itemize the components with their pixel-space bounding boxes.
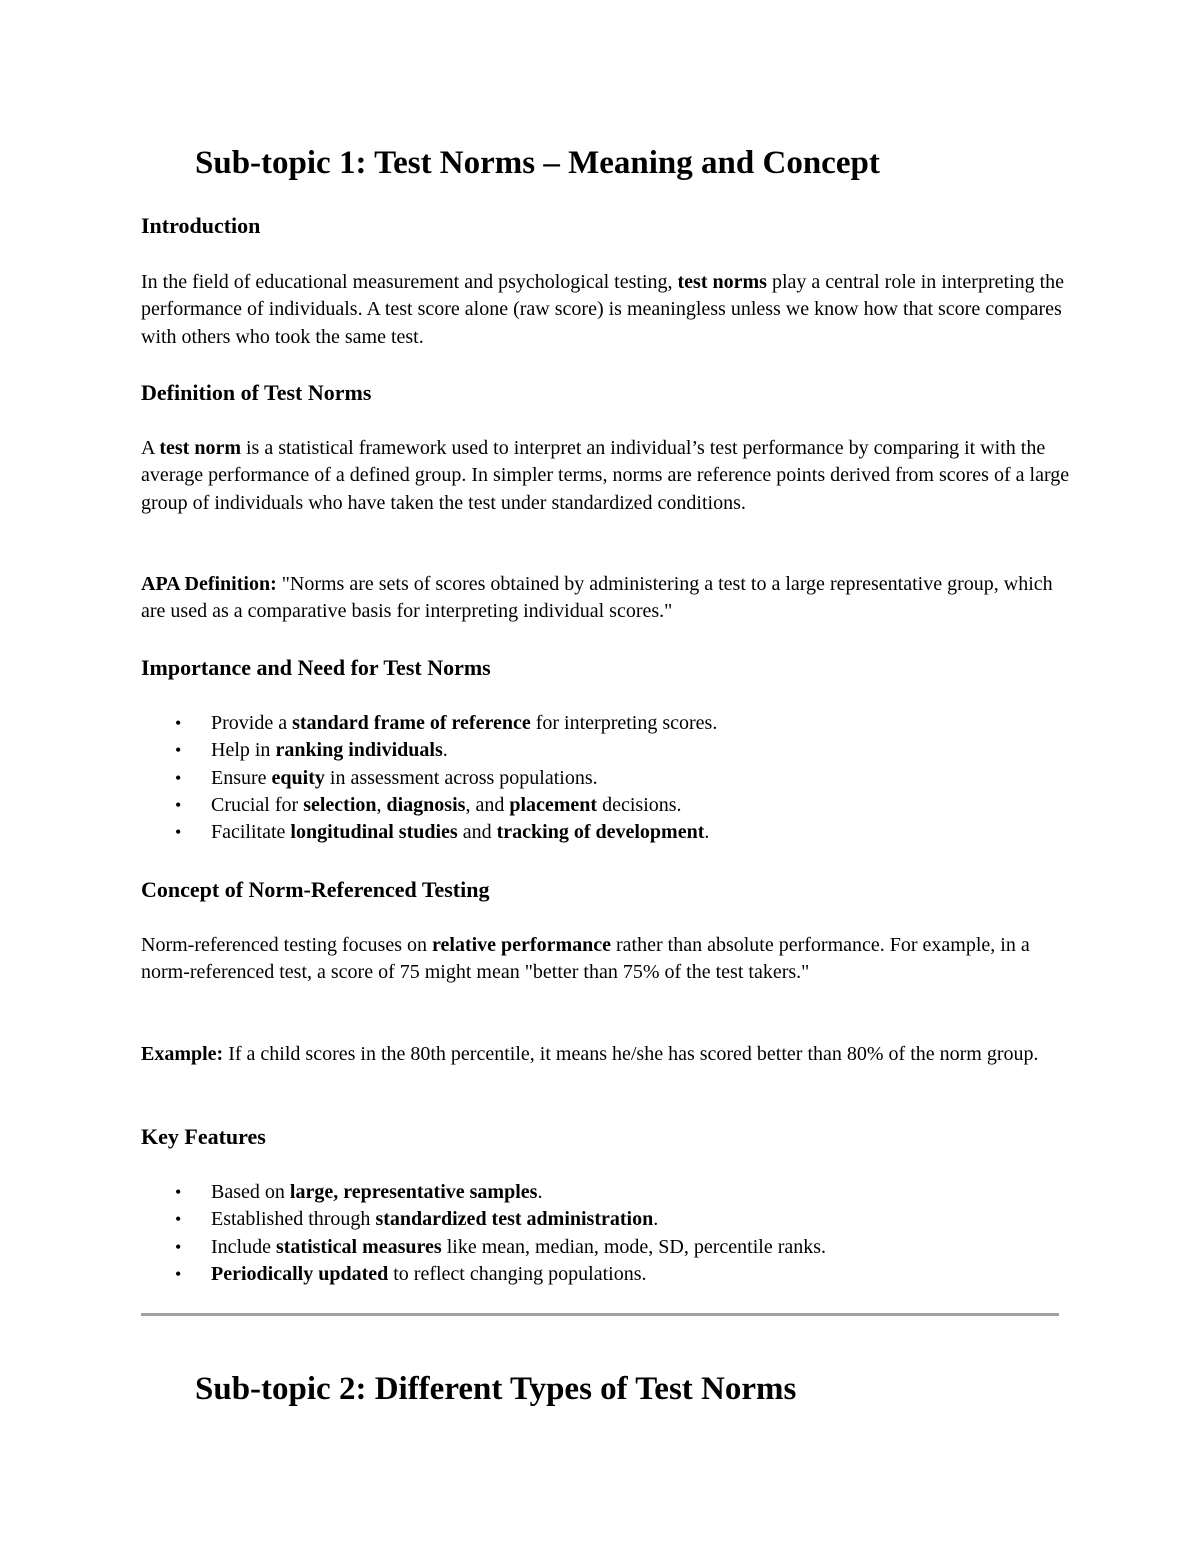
- bullet-icon: •: [175, 713, 182, 733]
- introduction-heading: Introduction: [141, 213, 261, 238]
- text-run: is a statistical framework used to interpret an individual’s test performance by comparing it with the average performance of a defined group. In simpler terms, norms are reference points derived from scores of a large group of individuals who have taken the test under standardized conditions.: [141, 437, 1070, 514]
- bold-text: selection: [303, 793, 377, 816]
- text-run: ,: [376, 793, 387, 816]
- text-run: to reflect changing populations.: [388, 1262, 647, 1285]
- text-run: rather than absolute performance. For example, in a norm-referenced test, a score of 75 might mean "better than 75% of the test takers.": [141, 934, 1030, 984]
- bold-text: longitudinal studies: [290, 821, 458, 844]
- bold-text: relative performance: [432, 934, 611, 956]
- key-features-list: [141, 1179, 1071, 1288]
- text-run: .: [653, 1208, 659, 1231]
- bold-text: standard frame of reference: [292, 712, 531, 734]
- bold-text: APA Definition:: [141, 573, 277, 595]
- text-run: Crucial for: [211, 793, 304, 816]
- text-run: Established through: [211, 1208, 376, 1231]
- bullet-icon: •: [175, 1209, 182, 1230]
- apa-definition-paragraph: [141, 571, 1071, 626]
- key-features-heading: Key Features: [141, 1124, 266, 1149]
- importance-list: [141, 710, 1071, 846]
- text-run: Include: [211, 1235, 276, 1258]
- subtopic-2-title: Sub-topic 2: Different Types of Test Norms: [195, 1371, 797, 1407]
- concept-paragraph: [141, 932, 1071, 987]
- bullet-icon: •: [175, 794, 182, 815]
- list-item: [141, 1206, 1071, 1233]
- list-item: [141, 1261, 1071, 1288]
- text-run: In the field of educational measurement and psychological testing,: [141, 271, 678, 293]
- text-run: Based on: [211, 1181, 290, 1203]
- bullet-icon: •: [175, 1182, 182, 1202]
- list-item: [141, 737, 1071, 764]
- list-item: [141, 710, 1071, 737]
- bold-text: Example:: [141, 1043, 224, 1065]
- definition-heading: Definition of Test Norms: [141, 380, 372, 405]
- bold-text: test norm: [159, 437, 241, 459]
- concept-heading: Concept of Norm-Referenced Testing: [141, 877, 490, 902]
- text-run: Ensure: [211, 766, 272, 789]
- bold-text: large, representative samples: [289, 1181, 538, 1203]
- bold-text: statistical measures: [275, 1235, 442, 1258]
- bold-text: Periodically updated: [211, 1262, 389, 1285]
- list-item: [141, 819, 1071, 846]
- text-run: , and: [465, 793, 510, 816]
- text-run: play a central role in interpreting the performance of individuals. A test score alone (raw score) is meaningless unless we know how that score compares with others who took the same test.: [141, 271, 1065, 348]
- text-run: Norm-referenced testing focuses on: [141, 934, 432, 956]
- text-run: Provide a: [211, 712, 293, 734]
- bold-text: ranking individuals: [275, 739, 443, 762]
- text-run: A: [141, 437, 160, 459]
- bold-text: standardized test administration: [375, 1208, 654, 1231]
- text-run: If a child scores in the 80th percentile, it means he/she has scored better than 80% of the norm group.: [223, 1043, 1039, 1065]
- list-item: [141, 1179, 1071, 1206]
- text-run: "Norms are sets of scores obtained by administering a test to a large representative group, which are used as a comparative basis for interpreting individual scores.": [141, 573, 1053, 623]
- bold-text: test norms: [677, 271, 767, 293]
- bullet-icon: •: [175, 740, 182, 761]
- text-run: decisions.: [597, 793, 682, 816]
- text-run: .: [704, 821, 710, 844]
- text-run: .: [537, 1181, 543, 1203]
- list-item: [141, 765, 1071, 792]
- bold-text: placement: [509, 793, 598, 816]
- text-run: like mean, median, mode, SD, percentile ranks.: [441, 1235, 827, 1258]
- text-run: in assessment across populations.: [324, 766, 598, 789]
- list-item: [141, 1234, 1071, 1261]
- example-paragraph: [141, 1041, 1071, 1068]
- bullet-icon: •: [175, 1263, 182, 1284]
- horizontal-rule: [141, 1313, 1059, 1316]
- introduction-paragraph: [141, 269, 1071, 351]
- list-item: [141, 792, 1071, 819]
- bold-text: tracking of development: [496, 821, 705, 844]
- text-run: for interpreting scores.: [530, 712, 718, 734]
- subtopic-1-title: Sub-topic 1: Test Norms – Meaning and Concept: [195, 145, 880, 181]
- text-run: .: [442, 739, 448, 762]
- text-run: Help in: [211, 739, 276, 762]
- text-run: and: [457, 821, 497, 844]
- bullet-icon: •: [175, 1236, 182, 1257]
- definition-paragraph: [141, 435, 1071, 517]
- bold-text: diagnosis: [386, 793, 466, 816]
- importance-heading: Importance and Need for Test Norms: [141, 655, 491, 680]
- bold-text: equity: [271, 766, 325, 789]
- text-run: Facilitate: [211, 821, 291, 844]
- bullet-icon: •: [175, 822, 182, 843]
- bullet-icon: •: [175, 767, 182, 788]
